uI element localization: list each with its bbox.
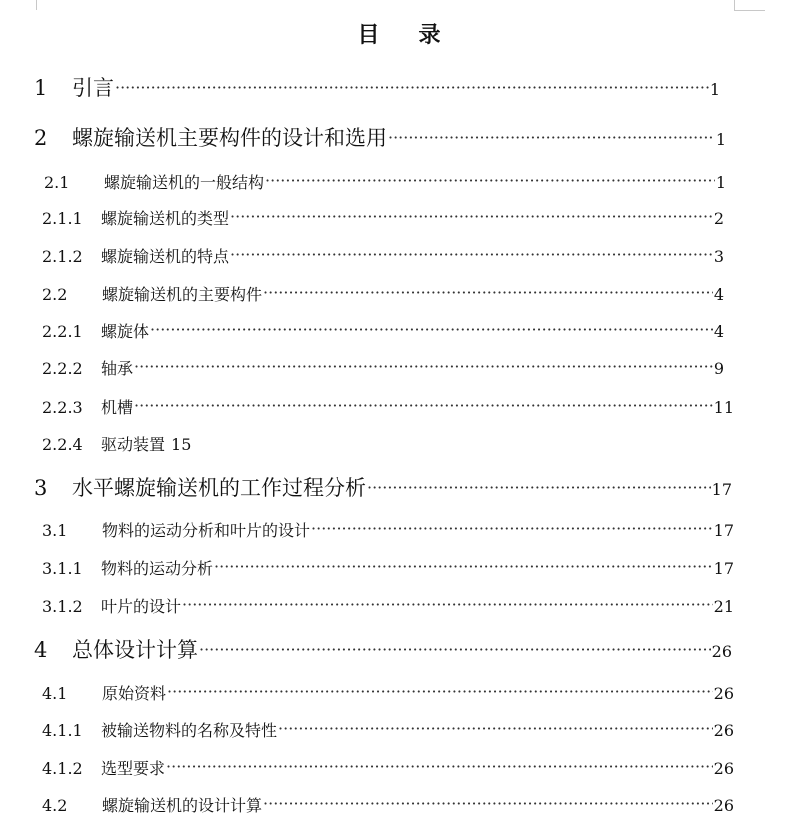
toc-entry-page: 4 [713, 322, 724, 341]
toc-leader-dots [199, 636, 711, 657]
toc-entry-page: 26 [711, 642, 732, 661]
toc-leader-dots [311, 520, 713, 536]
toc-entry-label: 螺旋输送机主要构件的设计和选用 [72, 126, 387, 150]
toc-entry[interactable] [42, 793, 734, 816]
toc-leader-dots [388, 124, 715, 145]
toc-entry-number: 2.2.1 [42, 322, 83, 341]
toc-leader-dots [115, 74, 709, 95]
toc-entry-label: 机槽 [101, 398, 134, 417]
toc-entry-label: 引言 [72, 76, 114, 100]
toc-entry[interactable] [42, 356, 724, 379]
toc-entry-number: 2 [34, 126, 48, 150]
toc-entry-label: 螺旋体 [101, 322, 150, 341]
toc-entry-label: 物料的运动分析 [101, 559, 214, 578]
toc-entry[interactable] [42, 518, 734, 541]
toc-entry-page: 26 [713, 721, 734, 740]
toc-entry-number: 2.1.1 [42, 209, 83, 228]
toc-entry[interactable] [42, 594, 734, 617]
toc-entry-page: 17 [711, 480, 732, 499]
toc-entry-page: 21 [713, 597, 734, 616]
toc-entry-number: 4.1 [42, 684, 68, 703]
toc-entry-page: 26 [713, 796, 734, 815]
toc-leader-dots [263, 284, 713, 300]
toc-entry-page: 3 [713, 247, 724, 266]
toc-entry[interactable] [44, 170, 726, 193]
toc-entry-page: 17 [713, 559, 734, 578]
toc-leader-dots [214, 558, 713, 574]
toc-entry-number: 4.2 [42, 796, 68, 815]
toc-leader-dots [230, 208, 713, 224]
toc-entry[interactable] [34, 72, 720, 102]
toc-entry[interactable] [42, 319, 724, 342]
toc-entry-label: 驱动装置 [101, 435, 166, 454]
toc-entry-page: 9 [713, 359, 724, 378]
toc-entry-number: 4 [34, 638, 48, 662]
toc-entry[interactable] [42, 681, 734, 704]
toc-leader-dots [263, 795, 713, 811]
toc-entry-number: 2.1 [44, 173, 70, 192]
toc-leader-dots [134, 358, 713, 374]
toc-entry-label: 叶片的设计 [101, 597, 182, 616]
toc-entry-number: 3 [34, 476, 48, 500]
toc-entry-number: 4.1.2 [42, 759, 83, 778]
toc-entry-page: 1 [715, 130, 726, 149]
toc-entry-page: 15 [171, 435, 192, 454]
toc-entry[interactable] [42, 206, 724, 229]
toc-entry-label: 轴承 [101, 359, 134, 378]
toc-entry[interactable] [42, 395, 734, 418]
toc-entry[interactable] [42, 718, 734, 741]
toc-entry-label: 螺旋输送机的主要构件 [102, 285, 263, 304]
toc-entry-label: 螺旋输送机的设计计算 [102, 796, 263, 815]
toc-entry-label: 被输送物料的名称及特性 [101, 721, 278, 740]
page-title [0, 18, 799, 49]
page-corner-mark-right [734, 0, 765, 11]
toc-entry-label: 水平螺旋输送机的工作过程分析 [72, 476, 366, 500]
toc-entry-label: 总体设计计算 [72, 638, 198, 662]
toc-entry-label: 物料的运动分析和叶片的设计 [102, 521, 311, 540]
toc-entry-number: 2.2.2 [42, 359, 83, 378]
toc-leader-dots [265, 172, 715, 188]
toc-leader-dots [167, 683, 713, 699]
toc-entry-number: 3.1 [42, 521, 68, 540]
toc-leader-dots [367, 474, 711, 495]
toc-entry-number: 2.1.2 [42, 247, 83, 266]
toc-entry-page: 2 [713, 209, 724, 228]
toc-entry-number: 3.1.2 [42, 597, 83, 616]
toc-entry-label: 选型要求 [101, 759, 166, 778]
toc-leader-dots [182, 596, 713, 612]
title-part-2: 录 [418, 22, 442, 48]
toc-leader-dots [278, 720, 713, 736]
toc-entry[interactable] [34, 122, 726, 152]
toc-entry-page: 4 [713, 285, 724, 304]
toc-leader-dots [150, 321, 713, 337]
toc-entry-label: 螺旋输送机的特点 [101, 247, 230, 266]
toc-leader-dots [166, 758, 713, 774]
toc-entry-page: 1 [709, 80, 720, 99]
toc-leader-dots [230, 246, 713, 262]
toc-entry-page: 26 [713, 759, 734, 778]
toc-entry-page: 11 [713, 398, 734, 417]
toc-entry[interactable] [42, 432, 191, 455]
toc-entry[interactable] [34, 634, 732, 664]
toc-entry-page: 26 [713, 684, 734, 703]
toc-entry-page: 17 [713, 521, 734, 540]
toc-entry-label: 螺旋输送机的一般结构 [104, 173, 265, 192]
toc-entry-number: 2.2.4 [42, 435, 83, 454]
toc-entry-number: 2.2 [42, 285, 68, 304]
toc-entry[interactable] [42, 282, 724, 305]
toc-entry[interactable] [42, 244, 724, 267]
toc-entry-number: 1 [34, 76, 48, 100]
toc-entry-label: 原始资料 [102, 684, 167, 703]
toc-entry-page: 1 [715, 173, 726, 192]
toc-entry-number: 4.1.1 [42, 721, 83, 740]
toc-entry-number: 3.1.1 [42, 559, 83, 578]
title-part-1: 目 [357, 22, 381, 48]
toc-entry[interactable] [42, 756, 734, 779]
toc-entry-number: 2.2.3 [42, 398, 83, 417]
toc-entry[interactable] [34, 472, 732, 502]
toc-entry-label: 螺旋输送机的类型 [101, 209, 230, 228]
page-corner-mark-left [26, 0, 37, 10]
toc-entry[interactable] [42, 556, 734, 579]
toc-leader-dots [134, 397, 713, 413]
